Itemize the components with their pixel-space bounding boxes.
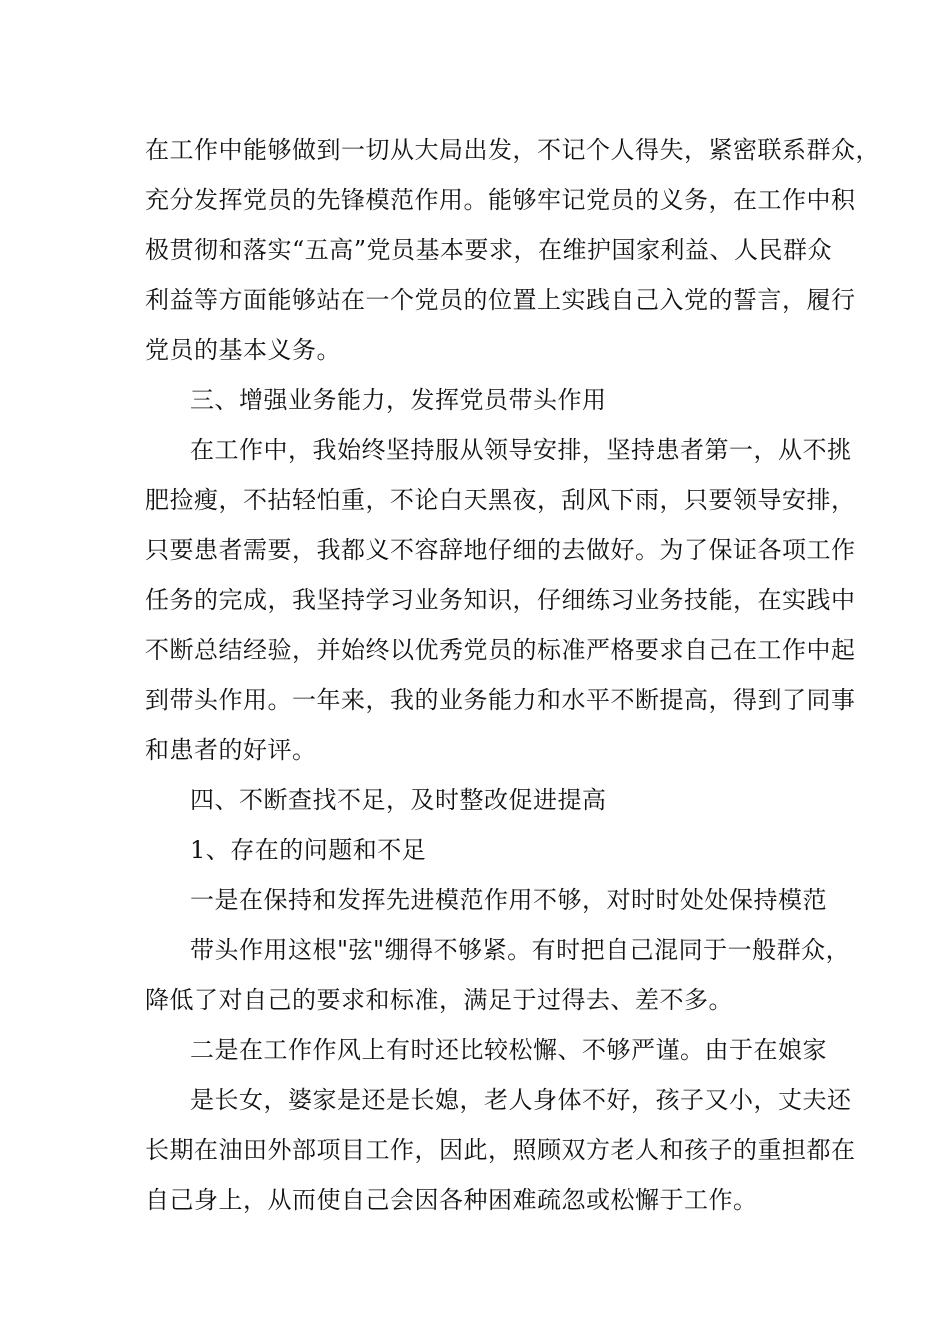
text-line: 任务的完成，我坚持学习业务知识，仔细练习业务技能，在实践中: [145, 586, 856, 614]
section-heading: 四、不断查找不足，及时整改促进提高: [190, 786, 607, 814]
section-heading: 三、增强业务能力，发挥党员带头作用: [190, 386, 607, 414]
text-line: 党员的基本义务。: [145, 336, 341, 364]
text-line: 和患者的好评。: [145, 736, 317, 764]
text-line: 在工作中，我始终坚持服从领导安排，坚持患者第一，从不挑: [190, 436, 852, 464]
text-line: 长期在油田外部项目工作，因此，照顾双方老人和孩子的重担都在: [145, 1136, 856, 1164]
text-line: 不断总结经验，并始终以优秀党员的标准严格要求自己在工作中起: [145, 636, 856, 664]
text-line: 极贯彻和落实“五高”党员基本要求，在维护国家利益、人民群众: [145, 236, 833, 264]
subsection-heading: 1、存在的问题和不足: [190, 836, 427, 864]
text-line: 利益等方面能够站在一个党员的位置上实践自己入党的誓言，履行: [145, 286, 856, 314]
text-line: 降低了对自己的要求和标准，满足于过得去、差不多。: [145, 986, 733, 1014]
text-line: 自己身上，从而使自己会因各种困难疏忽或松懈于工作。: [145, 1186, 758, 1214]
text-line: 只要患者需要，我都义不容辞地仔细的去做好。为了保证各项工作: [145, 536, 856, 564]
text-line: 带头作用这根"弦"绷得不够紧。有时把自己混同于一般群众，: [190, 936, 851, 964]
text-line: 在工作中能够做到一切从大局出发，不记个人得失，紧密联系群众，: [145, 136, 880, 164]
text-line: 一是在保持和发挥先进模范作用不够，对时时处处保持模范: [190, 886, 827, 914]
text-line: 到带头作用。一年来，我的业务能力和水平不断提高，得到了同事: [145, 686, 856, 714]
text-line: 充分发挥党员的先锋模范作用。能够牢记党员的义务，在工作中积: [145, 186, 856, 214]
text-line: 二是在工作作风上有时还比较松懈、不够严谨。由于在娘家: [190, 1036, 827, 1064]
text-line: 肥捡瘦，不拈轻怕重，不论白天黑夜，刮风下雨，只要领导安排，: [145, 486, 856, 514]
text-line: 是长女，婆家是还是长媳，老人身体不好，孩子又小，丈夫还: [190, 1086, 852, 1114]
